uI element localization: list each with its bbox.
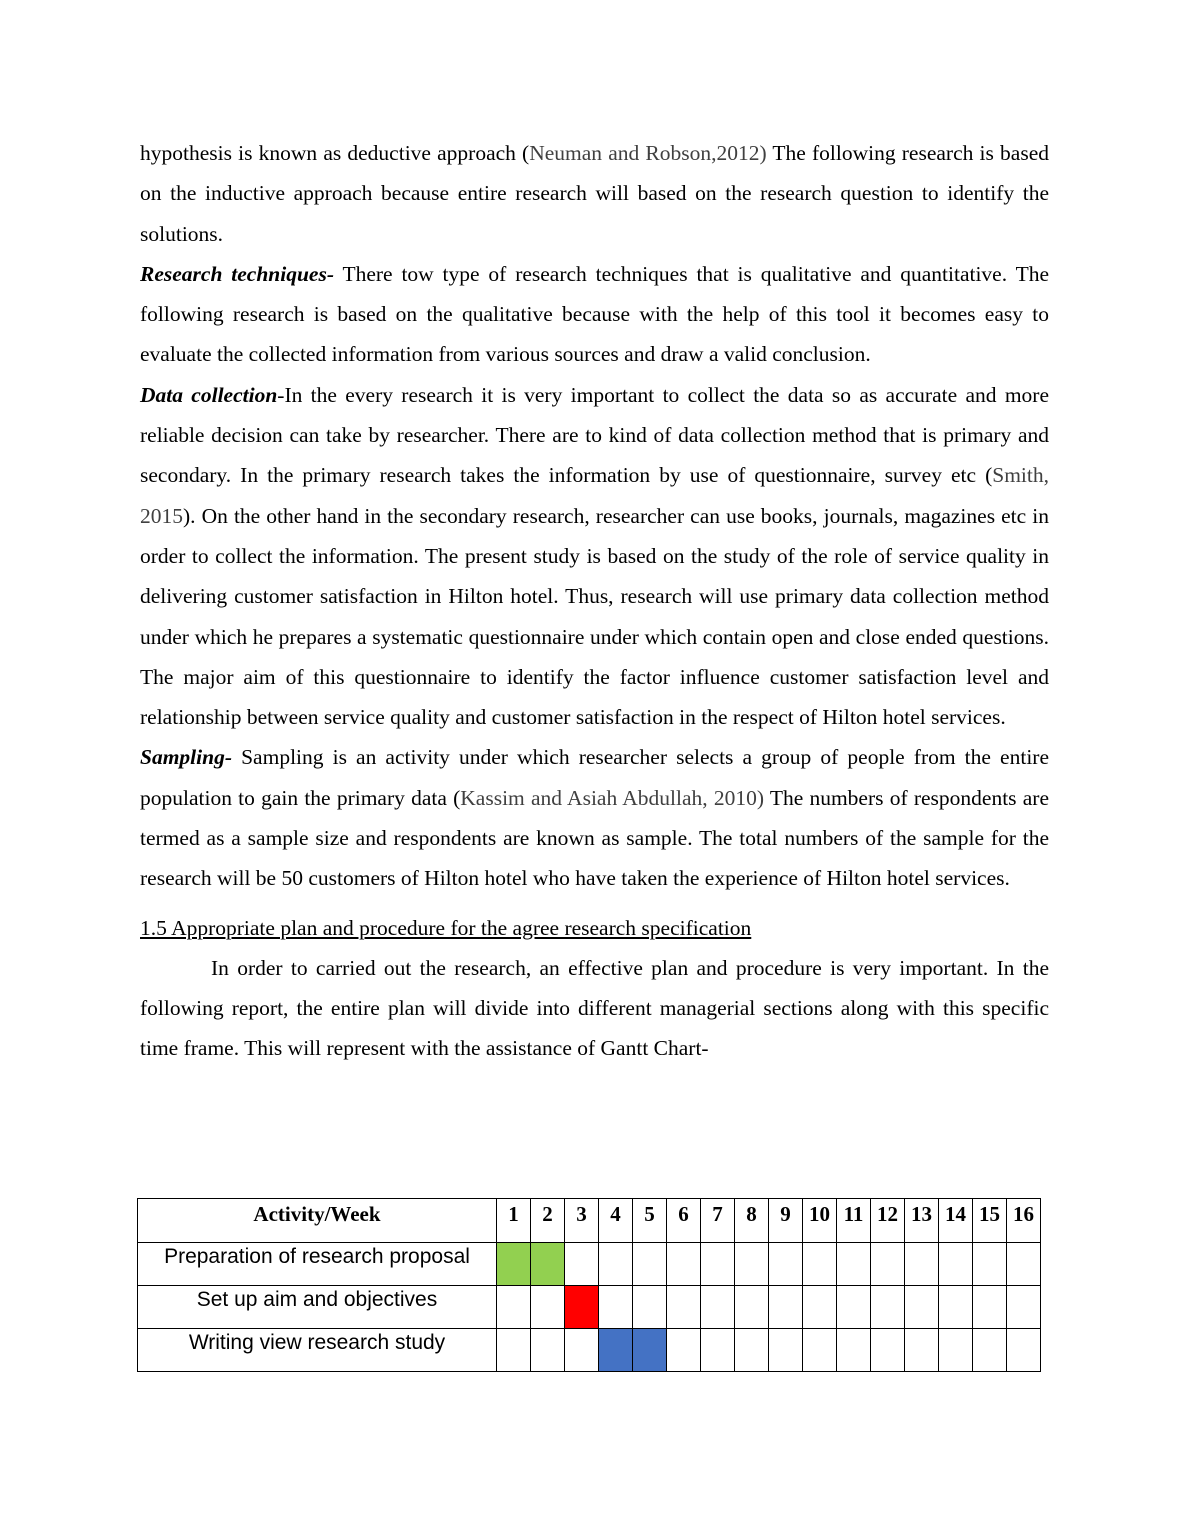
week-header-5: 5 [633, 1199, 667, 1243]
week-header-6: 6 [667, 1199, 701, 1243]
gantt-empty-cell [633, 1286, 667, 1329]
gantt-empty-cell [871, 1329, 905, 1372]
section-intro: In order to carried out the research, an effective plan and procedure is very important. In the following report, the entire plan will divide into different managerial sections along with this specific time frame. This will represent with the assistance of Gantt Chart- [140, 955, 1049, 1061]
section-heading: 1.5 Appropriate plan and procedure for the agree research specification [140, 915, 752, 940]
gantt-empty-cell [497, 1286, 531, 1329]
gantt-table [137, 1198, 1041, 1372]
gantt-bar-cell [531, 1243, 565, 1286]
week-header-10: 10 [803, 1199, 837, 1243]
week-header-14: 14 [939, 1199, 973, 1243]
paragraph-sampling: Sampling- Sampling is an activity under which researcher selects a group of people from the entire population to gain the primary data (Kassim and Asiah Abdullah, 2010) The numbers of respondents are termed as a sample size and respondents are known as sample. The total numbers of the sample for the research will be 50 customers of Hilton hotel who have taken the experience of Hilton hotel services. [140, 745, 1049, 891]
gantt-empty-cell [973, 1243, 1007, 1286]
paragraph-data-collection: Data collection-In the every research it is very important to collect the data so as accurate and more reliable decision can take by researcher. There are to kind of data collection method that is primary and secondary. In the primary research takes the information by use of questionnaire, survey etc (Smith, 2015). On the other hand in the secondary research, researcher can use books, journals, magazines etc in order to collect the information. The present study is based on the study of the role of service quality in delivering customer satisfaction in Hilton hotel. Thus, research will use primary data collection method under which he prepares a systematic questionnaire under which contain open and close ended questions. The major aim of this questionnaire to identify the factor influence customer satisfaction level and relationship between service quality and customer satisfaction in the respect of Hilton hotel services. [140, 382, 1049, 730]
gantt-empty-cell [769, 1329, 803, 1372]
gantt-empty-cell [769, 1286, 803, 1329]
gantt-empty-cell [633, 1243, 667, 1286]
activity-label: Writing view research study [138, 1329, 497, 1372]
gantt-empty-cell [735, 1329, 769, 1372]
gantt-empty-cell [973, 1329, 1007, 1372]
gantt-empty-cell [939, 1286, 973, 1329]
gantt-empty-cell [531, 1286, 565, 1329]
week-header-2: 2 [531, 1199, 565, 1243]
gantt-empty-cell [803, 1286, 837, 1329]
week-header-4: 4 [599, 1199, 633, 1243]
week-header-16: 16 [1007, 1199, 1041, 1243]
gantt-empty-cell [1007, 1286, 1041, 1329]
gantt-empty-cell [905, 1243, 939, 1286]
gantt-chart [137, 1198, 1041, 1372]
gantt-empty-cell [531, 1329, 565, 1372]
gantt-row [138, 1329, 1041, 1372]
paragraph-lead: Sampling- [140, 745, 232, 770]
gantt-empty-cell [803, 1243, 837, 1286]
gantt-empty-cell [701, 1243, 735, 1286]
gantt-empty-cell [905, 1286, 939, 1329]
gantt-empty-cell [667, 1243, 701, 1286]
week-header-8: 8 [735, 1199, 769, 1243]
week-header-12: 12 [871, 1199, 905, 1243]
document-body [140, 133, 1049, 1069]
activity-label: Set up aim and objectives [138, 1286, 497, 1329]
gantt-bar-cell [599, 1329, 633, 1372]
gantt-empty-cell [701, 1329, 735, 1372]
gantt-empty-cell [667, 1329, 701, 1372]
paragraph-approach: hypothesis is known as deductive approach (Neuman and Robson,2012) The following research is based on the inductive approach because entire research will based on the research question to identify the solutions. [140, 141, 1049, 246]
gantt-empty-cell [667, 1286, 701, 1329]
gantt-empty-cell [769, 1243, 803, 1286]
gantt-empty-cell [735, 1286, 769, 1329]
gantt-empty-cell [837, 1243, 871, 1286]
paragraph-lead: Research techniques- [140, 261, 334, 286]
gantt-empty-cell [599, 1286, 633, 1329]
gantt-bar-cell [565, 1286, 599, 1329]
gantt-header-row [138, 1199, 1041, 1243]
activity-label: Preparation of research proposal [138, 1243, 497, 1286]
paragraph-research-techniques: Research techniques- There tow type of research techniques that is qualitative and quantitative. The following research is based on the qualitative because with the help of this tool it becomes easy to evaluate the collected information from various sources and draw a valid conclusion. [140, 261, 1049, 367]
gantt-empty-cell [803, 1329, 837, 1372]
week-header-7: 7 [701, 1199, 735, 1243]
activity-week-header: Activity/Week [138, 1199, 497, 1243]
gantt-empty-cell [599, 1243, 633, 1286]
gantt-empty-cell [565, 1243, 599, 1286]
gantt-empty-cell [701, 1286, 735, 1329]
gantt-empty-cell [497, 1329, 531, 1372]
gantt-bar-cell [497, 1243, 531, 1286]
gantt-empty-cell [565, 1329, 599, 1372]
gantt-empty-cell [939, 1243, 973, 1286]
gantt-empty-cell [871, 1286, 905, 1329]
gantt-empty-cell [1007, 1329, 1041, 1372]
paragraph-lead: Data collection [140, 382, 278, 407]
gantt-row [138, 1243, 1041, 1286]
citation: Kassim and Asiah Abdullah, 2010) [460, 785, 764, 810]
citation: Smith, 2015 [140, 463, 1049, 528]
gantt-empty-cell [939, 1329, 973, 1372]
gantt-empty-cell [837, 1286, 871, 1329]
gantt-bar-cell [633, 1329, 667, 1372]
gantt-empty-cell [973, 1286, 1007, 1329]
gantt-empty-cell [837, 1329, 871, 1372]
week-header-9: 9 [769, 1199, 803, 1243]
week-header-15: 15 [973, 1199, 1007, 1243]
gantt-empty-cell [905, 1329, 939, 1372]
gantt-empty-cell [735, 1243, 769, 1286]
gantt-row [138, 1286, 1041, 1329]
week-header-11: 11 [837, 1199, 871, 1243]
week-header-1: 1 [497, 1199, 531, 1243]
week-header-13: 13 [905, 1199, 939, 1243]
week-header-3: 3 [565, 1199, 599, 1243]
gantt-empty-cell [871, 1243, 905, 1286]
citation: Neuman and Robson,2012) [529, 141, 767, 165]
gantt-empty-cell [1007, 1243, 1041, 1286]
